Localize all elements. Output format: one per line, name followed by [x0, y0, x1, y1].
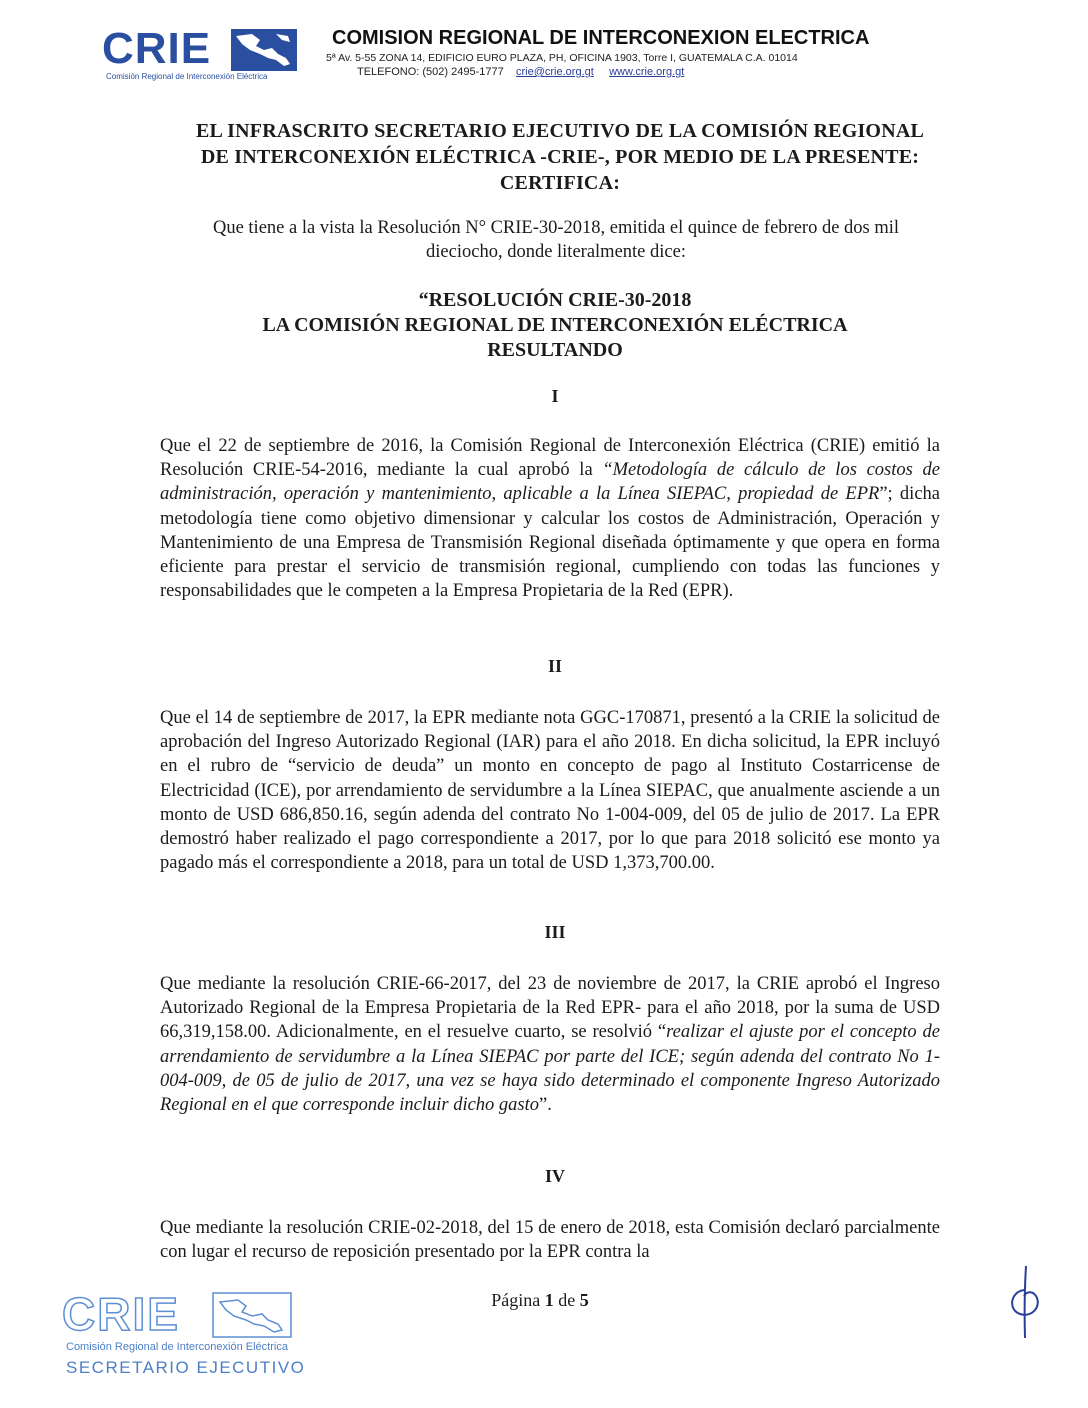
stamp-role: SECRETARIO EJECUTIVO	[66, 1358, 306, 1377]
section-4-paragraph: Que mediante la resolución CRIE-02-2018, del 15 de enero de 2018, esta Comisión declaró parcialmente con lugar el recurso de reposición presentado por la EPR contra la	[160, 1218, 940, 1263]
phone-number: TELEFONO: (502) 2495-1777	[357, 66, 504, 78]
resolution-heading	[160, 288, 950, 363]
section-numeral-2: II	[547, 656, 562, 676]
section-3-text-a: Que mediante la resolución CRIE-66-2017, del 23 de noviembre de 2017, la CRIE aprobó el Ingreso Autorizado Regional de la Empresa Propietaria de la Red EPR- para el año 2018, por la suma de USD 66,319,158.00. Adicionalmente, en el resuelve cuarto, se resolvió “	[160, 974, 940, 1043]
intro-paragraph	[160, 216, 952, 264]
central-america-map-icon	[230, 28, 298, 72]
section-numeral-1: I	[551, 386, 559, 406]
certification-title	[160, 118, 960, 196]
title-line-3: CERTIFICA:	[499, 172, 621, 194]
section-3-text-b: ”.	[539, 1095, 552, 1116]
section-3-paragraph	[160, 972, 940, 1117]
section-3-italic: realizar el ajuste por el concepto de arrendamiento de servidumbre a la Línea SIEPAC por parte del ICE; según adenda del contrato No 1-004-009, de 05 de julio de 2017, una vez se haya sido determinado el componente Ingreso Autorizado Regional en el que corresponde incluir dicho gasto	[160, 1022, 940, 1116]
stamp-logo-text: CRIE	[62, 1288, 180, 1340]
secretary-stamp	[62, 1290, 322, 1390]
crie-logo	[102, 26, 302, 84]
contact-line	[357, 66, 684, 78]
letterhead	[0, 0, 1088, 100]
section-numeral-4: IV	[544, 1166, 565, 1186]
logo-tagline: Comisión Regional de Interconexión Eléctrica	[106, 72, 268, 81]
section-1-text-a: Que el 22 de septiembre de 2016, la Comisión Regional de Interconexión Eléctrica (CRIE) emitió la Resolución CRIE-54-2016, mediante la cual aprobó la	[160, 436, 940, 481]
stamp-map-icon	[212, 1292, 292, 1338]
page-number: Página 1 de 5	[491, 1290, 589, 1310]
title-line-1: EL INFRASCRITO SECRETARIO EJECUTIVO DE LA COMISIÓN REGIONAL	[195, 120, 925, 142]
email-link[interactable]: crie@crie.org.gt	[516, 66, 594, 78]
resolution-body: LA COMISIÓN REGIONAL DE INTERCONEXIÓN ELÉCTRICA	[262, 314, 848, 336]
resolution-section: RESULTANDO	[487, 339, 623, 361]
website-link[interactable]: www.crie.org.gt	[609, 66, 685, 78]
section-1-paragraph	[160, 434, 940, 603]
title-line-2: DE INTERCONEXIÓN ELÉCTRICA -CRIE-, POR MEDIO DE LA PRESENTE:	[200, 146, 920, 168]
section-numeral-3: III	[544, 922, 566, 942]
resolution-number: “RESOLUCIÓN CRIE-30-2018	[418, 289, 692, 311]
stamp-organization: Comisión Regional de Interconexión Eléctrica	[66, 1341, 288, 1353]
section-1-text-b: ”; dicha metodología tiene como objetivo dimensionar y calcular los costos de Administración, Operación y Mantenimiento de una Empresa de Transmisión Regional diseñada óptimamente y que opera en forma eficiente para prestar el servicio de transmisión regional, cumpliendo con todas las funciones y responsabilidades que le competen a la Empresa Propietaria de la Red (EPR).	[160, 484, 940, 602]
logo-text: CRIE	[102, 24, 212, 73]
intro-line-1: Que tiene a la vista la Resolución N° CRIE-30-2018, emitida el quince de febrero de dos mil	[212, 218, 900, 238]
section-2-paragraph: Que el 14 de septiembre de 2017, la EPR mediante nota GGC-170871, presentó a la CRIE la solicitud de aprobación del Ingreso Autorizado Regional (IAR) para el año 2018. En dicha solicitud, la EPR incluyó en el rubro de “servicio de deuda” un monto en concepto de pago al Instituto Costarricense de Electricidad (ICE), por arrendamiento de servidumbre a la Línea SIEPAC, que anualmente asciende a un monto de USD 686,850.16, según adenda del contrato No 1-004-009, del 05 de julio de 2017. La EPR demostró haber realizado el pago correspondiente a 2017, por lo que para 2018 solicitó ese monto ya pagado más el correspondiente a 2018, para un total de USD 1,373,700.00.	[160, 708, 940, 874]
organization-name: COMISION REGIONAL DE INTERCONEXION ELECTRICA	[332, 27, 870, 49]
handwritten-initial-icon	[1000, 1262, 1050, 1342]
organization-address: 5ª Av. 5-55 ZONA 14, EDIFICIO EURO PLAZA, PH, OFICINA 1903, Torre I, GUATEMALA C.A. 01014	[326, 52, 798, 64]
intro-line-2: dieciocho, donde literalmente dice:	[426, 242, 686, 263]
section-1-italic: “Metodología de cálculo de los costos de administración, operación y mantenimiento, aplicable a la Línea SIEPAC, propiedad de EPR	[160, 460, 940, 505]
